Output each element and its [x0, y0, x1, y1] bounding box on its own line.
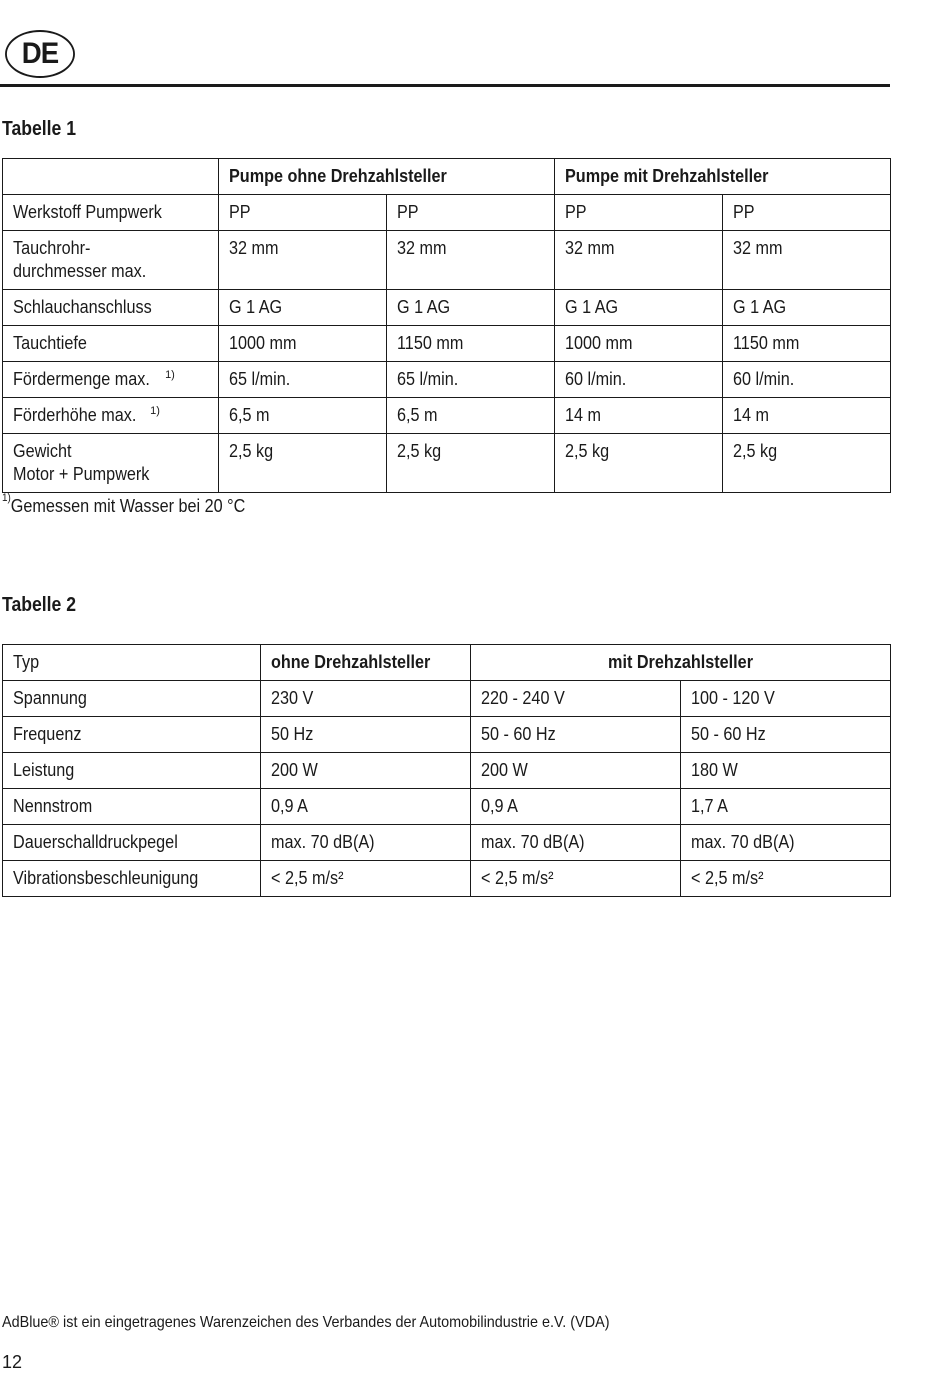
- table-cell: [555, 326, 723, 362]
- row-label-text: Leistung: [13, 760, 75, 780]
- table2-header-mit-text: mit Drehzahlsteller: [608, 652, 753, 672]
- table-cell-text: 2,5 kg: [229, 441, 274, 461]
- table-row: [3, 231, 891, 290]
- table-cell: [387, 434, 555, 493]
- table-row: [3, 290, 891, 326]
- table-cell-text: < 2,5 m/s²: [691, 868, 764, 888]
- table-cell-text: 0,9 A: [271, 796, 308, 816]
- table-cell-text: 1000 mm: [229, 333, 297, 353]
- footnote-mark: 1): [2, 492, 11, 504]
- table-cell: [555, 290, 723, 326]
- table-cell: [555, 195, 723, 231]
- table-row: [3, 789, 891, 825]
- footnote-ref: 1): [150, 405, 160, 417]
- table-cell: [471, 753, 681, 789]
- table-cell-text: 1150 mm: [733, 333, 800, 353]
- table-cell-text: 14 m: [565, 405, 602, 425]
- footnote-ref: 1): [165, 369, 175, 381]
- table2: [2, 644, 891, 897]
- row-label-text: Vibrationsbeschleunigung: [13, 868, 199, 888]
- table2-header-ohne: [261, 645, 471, 681]
- table-cell: [723, 326, 891, 362]
- table-cell-text: max. 70 dB(A): [481, 832, 585, 852]
- table2-header-ohne-text: ohne Drehzahlsteller: [271, 652, 431, 672]
- table-cell-text: 32 mm: [733, 238, 783, 258]
- table1-header-mit: [555, 159, 891, 195]
- table-cell-text: G 1 AG: [733, 297, 787, 317]
- table-cell-text: 50 Hz: [271, 724, 314, 744]
- table-cell: [261, 681, 471, 717]
- table-cell-text: 2,5 kg: [733, 441, 778, 461]
- table-cell: [681, 789, 891, 825]
- table-cell: [471, 825, 681, 861]
- row-label: [3, 326, 219, 362]
- table-cell: [723, 195, 891, 231]
- table-cell-text: G 1 AG: [565, 297, 619, 317]
- table-cell-text: 50 - 60 Hz: [481, 724, 556, 744]
- table-cell-text: 1,7 A: [691, 796, 728, 816]
- table-row: [3, 681, 891, 717]
- table-cell: [219, 362, 387, 398]
- table-cell-text: 65 l/min.: [397, 369, 459, 389]
- table-cell: [387, 195, 555, 231]
- language-badge: DE: [5, 30, 75, 78]
- table1-title: Tabelle 1: [2, 118, 77, 140]
- row-label-text: Tauchtiefe: [13, 333, 87, 353]
- table-cell-text: G 1 AG: [229, 297, 283, 317]
- table-cell-text: 100 - 120 V: [691, 688, 775, 708]
- trademark-note: AdBlue® ist ein eingetragenes Warenzeichen des Verbandes der Automobilindustrie e.V. (VDA): [2, 1314, 610, 1331]
- table-cell: [261, 825, 471, 861]
- table-cell: [471, 681, 681, 717]
- table1-header-mit-text: Pumpe mit Drehzahlsteller: [565, 166, 769, 186]
- row-label-text: Spannung: [13, 688, 87, 708]
- table-cell: [219, 231, 387, 290]
- table-row: [3, 717, 891, 753]
- table-cell-text: 230 V: [271, 688, 314, 708]
- table-cell: [555, 362, 723, 398]
- table-cell: [681, 861, 891, 897]
- table-cell-text: 32 mm: [229, 238, 279, 258]
- row-label: [3, 398, 219, 434]
- table-cell-text: 50 - 60 Hz: [691, 724, 766, 744]
- table-cell: [387, 290, 555, 326]
- header-divider: [0, 84, 890, 87]
- table-cell: [261, 753, 471, 789]
- page-number: 12: [2, 1352, 23, 1372]
- table-row: [3, 434, 891, 493]
- table-cell-text: PP: [733, 202, 755, 222]
- row-label: [3, 681, 261, 717]
- table-cell-text: 6,5 m: [397, 405, 438, 425]
- row-label: [3, 717, 261, 753]
- table-cell-text: 180 W: [691, 760, 738, 780]
- row-label: [3, 825, 261, 861]
- table-cell-text: < 2,5 m/s²: [271, 868, 344, 888]
- table-cell: [261, 717, 471, 753]
- table1-header-blank: [3, 159, 219, 195]
- table-cell-text: 2,5 kg: [397, 441, 442, 461]
- table-cell-text: 14 m: [733, 405, 770, 425]
- table-cell: [471, 861, 681, 897]
- table-cell: [681, 753, 891, 789]
- table-cell-text: PP: [397, 202, 419, 222]
- table-cell: [387, 326, 555, 362]
- row-label-text: Nennstrom: [13, 796, 93, 816]
- table-row: [3, 861, 891, 897]
- table1-header-row: [3, 159, 891, 195]
- table1-header-ohne-text: Pumpe ohne Drehzahlsteller: [229, 166, 447, 186]
- table-cell: [555, 231, 723, 290]
- table-cell: [471, 717, 681, 753]
- table-cell-text: 65 l/min.: [229, 369, 291, 389]
- table-cell-text: 1150 mm: [397, 333, 464, 353]
- table-cell-text: 1000 mm: [565, 333, 633, 353]
- row-label: [3, 861, 261, 897]
- table2-header-typ-text: Typ: [13, 652, 40, 672]
- table-cell: [681, 825, 891, 861]
- row-label-text: Werkstoff Pumpwerk: [13, 202, 162, 222]
- table-cell: [723, 231, 891, 290]
- row-label: [3, 434, 219, 493]
- table1-header-ohne: [219, 159, 555, 195]
- table-cell: [261, 789, 471, 825]
- table-cell: [387, 231, 555, 290]
- row-label-text: Schlauchanschluss: [13, 297, 152, 317]
- table-cell-text: 0,9 A: [481, 796, 518, 816]
- table-cell-text: < 2,5 m/s²: [481, 868, 554, 888]
- row-label: [3, 290, 219, 326]
- row-label-text: Förderhöhe max.: [13, 405, 137, 425]
- table-cell-text: max. 70 dB(A): [271, 832, 375, 852]
- table-row: [3, 825, 891, 861]
- table-cell-text: G 1 AG: [397, 297, 451, 317]
- table2-header-typ: [3, 645, 261, 681]
- table-cell: [723, 434, 891, 493]
- table1: [2, 158, 891, 493]
- table-cell-text: PP: [565, 202, 587, 222]
- table-cell: [219, 195, 387, 231]
- table-cell-text: 60 l/min.: [733, 369, 795, 389]
- table-cell: [723, 398, 891, 434]
- table-cell: [471, 789, 681, 825]
- table-cell-text: 200 W: [271, 760, 318, 780]
- row-label-text: Tauchrohr- durchmesser max.: [13, 238, 147, 281]
- row-label: [3, 195, 219, 231]
- table1-footnote: [2, 492, 246, 517]
- footnote-text: Gemessen mit Wasser bei 20 °C: [10, 496, 246, 516]
- table-cell: [681, 717, 891, 753]
- table-cell: [723, 362, 891, 398]
- table-row: [3, 195, 891, 231]
- row-label-text: Gewicht Motor + Pumpwerk: [13, 441, 150, 484]
- table-cell-text: 2,5 kg: [565, 441, 610, 461]
- table-cell-text: 200 W: [481, 760, 528, 780]
- table-cell: [261, 861, 471, 897]
- table-cell: [555, 398, 723, 434]
- table-cell-text: 60 l/min.: [565, 369, 627, 389]
- table-cell-text: 32 mm: [565, 238, 615, 258]
- table-cell-text: PP: [229, 202, 251, 222]
- table-cell: [681, 681, 891, 717]
- table-row: [3, 326, 891, 362]
- table2-header-row: [3, 645, 891, 681]
- table-row: [3, 753, 891, 789]
- row-label-text: Frequenz: [13, 724, 82, 744]
- table-cell-text: 220 - 240 V: [481, 688, 565, 708]
- table-cell: [219, 398, 387, 434]
- table-cell: [219, 290, 387, 326]
- row-label-text: Fördermenge max.: [13, 369, 150, 389]
- table-cell-text: 32 mm: [397, 238, 447, 258]
- row-label-text: Dauerschalldruckpegel: [13, 832, 178, 852]
- row-label: [3, 789, 261, 825]
- row-label: [3, 362, 219, 398]
- table-cell: [219, 326, 387, 362]
- table-cell: [387, 398, 555, 434]
- table-cell-text: max. 70 dB(A): [691, 832, 795, 852]
- table-row: [3, 398, 891, 434]
- row-label: [3, 753, 261, 789]
- table-cell-text: 6,5 m: [229, 405, 270, 425]
- table-cell: [723, 290, 891, 326]
- table-cell: [555, 434, 723, 493]
- table-cell: [387, 362, 555, 398]
- table-cell: [219, 434, 387, 493]
- row-label: [3, 231, 219, 290]
- table-row: [3, 362, 891, 398]
- table2-header-mit: [471, 645, 891, 681]
- table2-title: Tabelle 2: [2, 594, 77, 616]
